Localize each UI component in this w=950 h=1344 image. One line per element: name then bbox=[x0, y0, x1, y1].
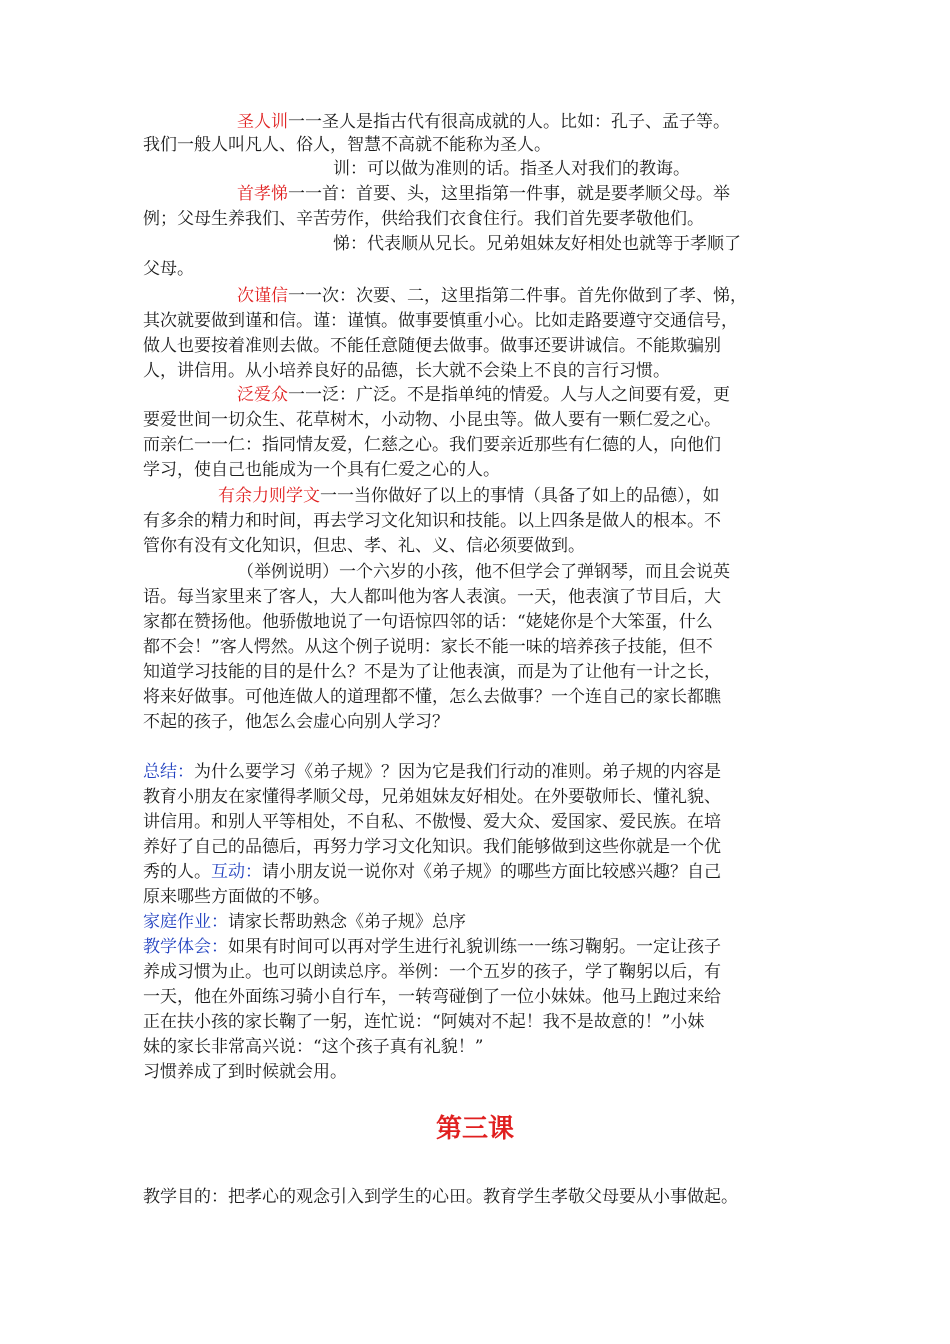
paragraph-line: 要爱世间一切众生、花草树木，小动物、小昆虫等。做人要有一颗仁爱之心。 bbox=[143, 410, 721, 430]
paragraph-line: 教育小朋友在家懂得孝顺父母，兄弟姐妹友好相处。在外要敬师长、懂礼貌、 bbox=[143, 787, 721, 807]
paragraph-line: 悌：代表顺从兄长。兄弟姐妹友好相处也就等于孝顺了 bbox=[333, 234, 741, 254]
paragraph-line: 有余力则学文一一当你做好了以上的事情（具备了如上的品德），如 bbox=[218, 486, 720, 506]
paragraph-line: 总结：为什么要学习《弟子规》？因为它是我们行动的准则。弟子规的内容是 bbox=[143, 762, 721, 782]
keyword-term: 圣人训 bbox=[237, 112, 288, 132]
paragraph-line: 训：可以做为准则的话。指圣人对我们的教诲。 bbox=[333, 159, 690, 179]
paragraph-line: 父母。 bbox=[143, 259, 194, 279]
paragraph-line: 秀的人。互动：请小朋友说一说你对《弟子规》的哪些方面比较感兴趣？自己 bbox=[143, 862, 721, 882]
section-label: 互动： bbox=[211, 862, 262, 882]
paragraph-line: 家都在赞扬他。他骄傲地说了一句语惊四邻的话：“姥姥你是个大笨蛋，什么 bbox=[143, 612, 713, 632]
paragraph-line: 养好了自己的品德后，再努力学习文化知识。我们能够做到这些你就是一个优 bbox=[143, 837, 721, 857]
paragraph-line: 语。每当家里来了客人，大人都叫他为客人表演。一天，他表演了节目后，大 bbox=[143, 587, 721, 607]
paragraph-line: 管你有没有文化知识，但忠、孝、礼、义、信必须要做到。 bbox=[143, 536, 585, 556]
paragraph-line: 正在扶小孩的家长鞠了一躬，连忙说：“阿姨对不起！我不是故意的！”小妹 bbox=[143, 1012, 705, 1032]
paragraph-line: 养成习惯为止。也可以朗读总序。举例：一个五岁的孩子，学了鞠躬以后，有 bbox=[143, 962, 721, 982]
paragraph-line: 教学体会：如果有时间可以再对学生进行礼貌训练一一练习鞠躬。一定让孩子 bbox=[143, 937, 721, 957]
paragraph-line: 我们一般人叫凡人、俗人，智慧不高就不能称为圣人。 bbox=[143, 135, 551, 155]
lesson-heading: 第三课 bbox=[435, 1114, 514, 1144]
paragraph-line: 妹的家长非常高兴说：“这个孩子真有礼貌！” bbox=[143, 1037, 484, 1057]
paragraph-line: 而亲仁一一仁：指同情友爱，仁慈之心。我们要亲近那些有仁德的人，向他们 bbox=[143, 435, 721, 455]
paragraph-line: 圣人训一一圣人是指古代有很高成就的人。比如：孔子、孟子等。 bbox=[237, 112, 730, 132]
paragraph-line: 做人也要按着准则去做。不能任意随便去做事。做事还要讲诚信。不能欺骗别 bbox=[143, 336, 721, 356]
paragraph-line: 原来哪些方面做的不够。 bbox=[143, 887, 330, 907]
paragraph-line: 知道学习技能的目的是什么？不是为了让他表演，而是为了让他有一计之长， bbox=[143, 662, 721, 682]
paragraph-line: 一天，他在外面练习骑小自行车，一转弯碰倒了一位小妹妹。他马上跑过来给 bbox=[143, 987, 721, 1007]
section-label: 总结： bbox=[143, 762, 194, 782]
keyword-term: 次谨信 bbox=[237, 286, 288, 306]
paragraph-line: 人，讲信用。从小培养良好的品德，长大就不会染上不良的言行习惯。 bbox=[143, 361, 670, 381]
paragraph-line: 将来好做事。可他连做人的道理都不懂，怎么去做事？一个连自己的家长都瞧 bbox=[143, 687, 721, 707]
paragraph-line: 教学目的：把孝心的观念引入到学生的心田。教育学生孝敬父母要从小事做起。 bbox=[143, 1187, 738, 1207]
paragraph-line: 讲信用。和别人平等相处，不自私、不傲慢、爱大众、爱国家、爱民族。在培 bbox=[143, 812, 721, 832]
keyword-term: 泛爱众 bbox=[237, 385, 288, 405]
paragraph-line: 泛爱众一一泛：广泛。不是指单纯的情爱。人与人之间要有爱，更 bbox=[237, 385, 730, 405]
paragraph-line: 有多余的精力和时间，再去学习文化知识和技能。以上四条是做人的根本。不 bbox=[143, 511, 721, 531]
paragraph-line: 首孝悌一一首：首要、头，这里指第一件事，就是要孝顺父母。举 bbox=[237, 184, 730, 204]
paragraph-line: 次谨信一一次：次要、二，这里指第二件事。首先你做到了孝、悌， bbox=[237, 286, 747, 306]
paragraph-line: 学习，使自己也能成为一个具有仁爱之心的人。 bbox=[143, 460, 500, 480]
paragraph-line: 家庭作业：请家长帮助熟念《弟子规》总序 bbox=[143, 912, 466, 932]
paragraph-line: （举例说明）一个六岁的小孩，他不但学会了弹钢琴，而且会说英 bbox=[237, 562, 730, 582]
keyword-term: 首孝悌 bbox=[237, 184, 288, 204]
keyword-term: 有余力则学文 bbox=[218, 486, 320, 506]
paragraph-line: 都不会！”客人愕然。从这个例子说明：家长不能一味的培养孩子技能，但不 bbox=[143, 637, 713, 657]
section-label: 教学体会： bbox=[143, 937, 228, 957]
section-label: 家庭作业： bbox=[143, 912, 228, 932]
paragraph-line: 例；父母生养我们、辛苦劳作，供给我们衣食住行。我们首先要孝敬他们。 bbox=[143, 209, 704, 229]
paragraph-line: 其次就要做到谨和信。谨：谨慎。做事要慎重小心。比如走路要遵守交通信号， bbox=[143, 311, 738, 331]
paragraph-line: 习惯养成了到时候就会用。 bbox=[143, 1062, 347, 1082]
paragraph-line: 不起的孩子，他怎么会虚心向别人学习？ bbox=[143, 712, 449, 732]
